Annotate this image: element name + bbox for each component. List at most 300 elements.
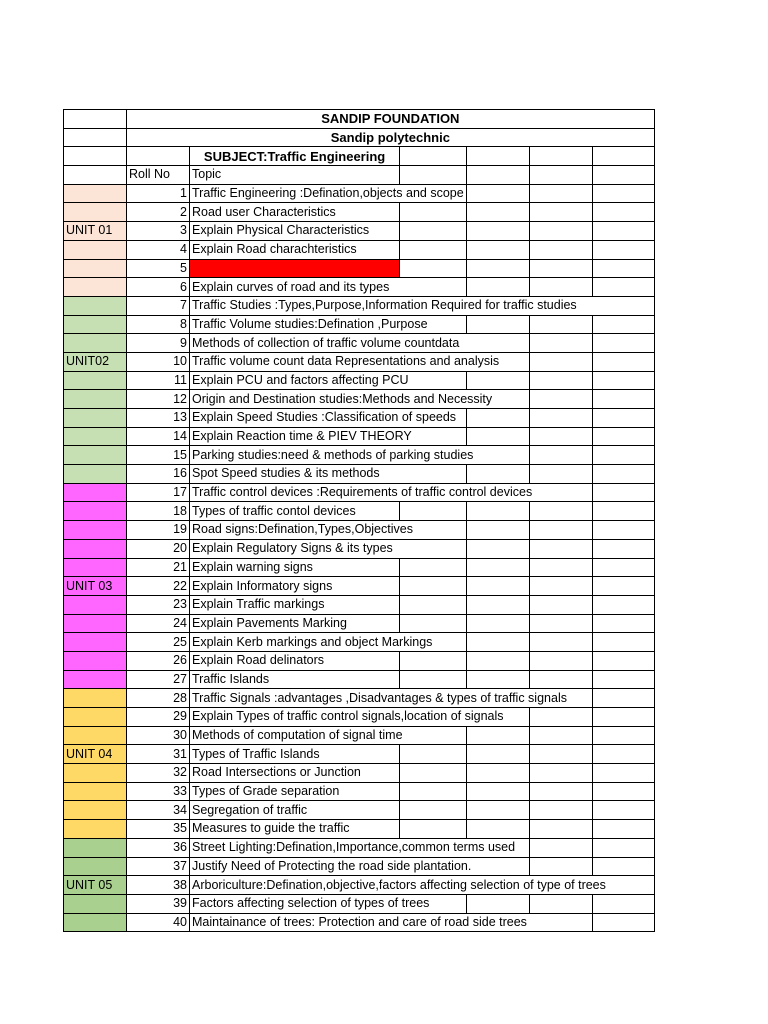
table-row [64,259,655,278]
blank-cell[interactable] [64,128,127,147]
topic-header[interactable]: Topic [190,166,400,185]
blank-cell[interactable] [400,595,467,614]
blank-cell[interactable] [529,259,592,278]
blank-cell[interactable] [466,184,529,203]
table-row [64,184,655,203]
topic-cell[interactable]: Traffic Studies :Types,Purpose,Information Required for traffic studies [190,296,655,315]
topic-cell[interactable]: Maintainance of trees: Protection and care of road side trees [190,913,593,932]
table-row [64,670,655,689]
blank-cell[interactable] [400,203,467,222]
blank-cell[interactable] [529,764,592,783]
roll-no-cell[interactable]: 26 [127,651,190,670]
blank-cell[interactable] [592,409,654,428]
blank-cell[interactable] [592,147,654,166]
blank-cell[interactable] [592,539,654,558]
topic-cell[interactable]: Origin and Destination studies:Methods and Necessity [190,390,530,409]
blank-cell[interactable] [529,222,592,241]
blank-cell[interactable] [466,203,529,222]
unit-cell[interactable]: UNIT 01 [64,222,127,241]
blank-cell[interactable] [64,110,127,129]
blank-cell[interactable] [466,427,529,446]
roll-no-cell[interactable]: 19 [127,521,190,540]
table-row [64,726,655,745]
blank-cell[interactable] [592,259,654,278]
blank-cell[interactable] [592,334,654,353]
table-row [64,708,655,727]
unit-cell[interactable] [64,315,127,334]
table-row [64,240,655,259]
roll-no-cell[interactable]: 29 [127,708,190,727]
roll-no-cell[interactable]: 35 [127,820,190,839]
blank-cell[interactable] [529,838,592,857]
blank-cell[interactable] [466,820,529,839]
table-row [64,820,655,839]
unit-cell[interactable] [64,726,127,745]
syllabus-table [63,109,655,932]
blank-cell[interactable] [466,633,529,652]
topic-cell[interactable]: Explain curves of road and its types [190,278,467,297]
blank-cell[interactable] [400,166,467,185]
blank-cell[interactable] [592,577,654,596]
table-row [64,446,655,465]
blank-cell[interactable] [592,913,654,932]
blank-cell[interactable] [529,409,592,428]
roll-no-cell[interactable]: 37 [127,857,190,876]
roll-no-cell[interactable]: 34 [127,801,190,820]
blank-cell[interactable] [592,670,654,689]
blank-cell[interactable] [466,894,529,913]
topic-cell[interactable]: Arboriculture:Defination,objective,factors affecting selection of type of trees [190,876,655,895]
unit-cell[interactable] [64,446,127,465]
topic-cell[interactable]: Types of traffic contol devices [190,502,400,521]
subject-title[interactable]: SUBJECT:Traffic Engineering [190,147,400,166]
topic-cell[interactable]: Traffic Volume studies:Defination ,Purpose [190,315,467,334]
table-row [64,390,655,409]
roll-no-cell[interactable]: 21 [127,558,190,577]
roll-no-cell[interactable]: 14 [127,427,190,446]
table-row [64,278,655,297]
unit-cell[interactable] [64,857,127,876]
table-row [64,651,655,670]
topic-cell[interactable] [190,259,400,278]
blank-cell[interactable] [529,595,592,614]
table-row [64,913,655,932]
table-row [64,689,655,708]
roll-no-cell[interactable]: 28 [127,689,190,708]
blank-cell[interactable] [529,371,592,390]
table-row [64,502,655,521]
blank-cell[interactable] [466,465,529,484]
blank-cell[interactable] [529,334,592,353]
roll-no-cell[interactable]: 11 [127,371,190,390]
unit-cell[interactable] [64,782,127,801]
blank-cell[interactable] [592,894,654,913]
unit-cell[interactable] [64,913,127,932]
blank-cell[interactable] [529,278,592,297]
table-row [64,203,655,222]
blank-cell[interactable] [529,558,592,577]
blank-cell[interactable] [529,708,592,727]
blank-cell[interactable] [592,315,654,334]
blank-cell[interactable] [529,801,592,820]
blank-cell[interactable] [466,240,529,259]
table-body [64,110,655,932]
table-row [64,315,655,334]
roll-no-cell[interactable]: 33 [127,782,190,801]
roll-no-cell[interactable]: 30 [127,726,190,745]
header-row-foundation [64,110,655,129]
unit-cell[interactable] [64,521,127,540]
table-row [64,352,655,371]
unit-cell[interactable] [64,502,127,521]
blank-cell[interactable] [592,502,654,521]
table-row [64,764,655,783]
topic-cell[interactable]: Explain warning signs [190,558,400,577]
blank-cell[interactable] [529,894,592,913]
unit-cell[interactable] [64,390,127,409]
table-row [64,409,655,428]
blank-cell[interactable] [592,764,654,783]
blank-cell[interactable] [466,521,529,540]
blank-cell[interactable] [592,222,654,241]
blank-cell[interactable] [529,203,592,222]
blank-cell[interactable] [466,166,529,185]
unit-cell[interactable] [64,614,127,633]
blank-cell[interactable] [592,801,654,820]
table-row [64,521,655,540]
blank-cell[interactable] [466,764,529,783]
blank-cell[interactable] [466,577,529,596]
blank-cell[interactable] [592,857,654,876]
roll-no-cell[interactable]: 16 [127,465,190,484]
table-row [64,782,655,801]
unit-cell[interactable] [64,483,127,502]
blank-cell[interactable] [400,651,467,670]
roll-no-cell[interactable]: 20 [127,539,190,558]
unit-cell[interactable] [64,595,127,614]
roll-no-cell[interactable]: 8 [127,315,190,334]
table-row [64,483,655,502]
blank-cell[interactable] [64,166,127,185]
topic-cell[interactable]: Street Lighting:Defination,Importance,common terms used [190,838,530,857]
blank-cell[interactable] [529,427,592,446]
blank-cell[interactable] [400,614,467,633]
topic-cell[interactable]: Types of Traffic Islands [190,745,400,764]
blank-cell[interactable] [529,670,592,689]
table-row [64,894,655,913]
blank-cell[interactable] [592,838,654,857]
unit-cell[interactable] [64,633,127,652]
blank-cell[interactable] [592,782,654,801]
topic-cell[interactable]: Explain Informatory signs [190,577,400,596]
blank-cell[interactable] [592,483,654,502]
unit-cell[interactable] [64,334,127,353]
roll-no-cell[interactable]: 4 [127,240,190,259]
topic-cell[interactable]: Explain Kerb markings and object Markings [190,633,467,652]
topic-cell[interactable]: Types of Grade separation [190,782,400,801]
table-row [64,614,655,633]
roll-no-cell[interactable]: 2 [127,203,190,222]
roll-no-cell[interactable]: 27 [127,670,190,689]
unit-cell[interactable]: UNIT02 [64,352,127,371]
topic-cell[interactable]: Traffic control devices :Requirements of traffic control devices [190,483,593,502]
blank-cell[interactable] [529,502,592,521]
blank-cell[interactable] [466,801,529,820]
header-row-college [64,128,655,147]
roll-no-cell[interactable]: 23 [127,595,190,614]
topic-cell[interactable]: Explain Pavements Marking [190,614,400,633]
topic-cell[interactable]: Parking studies:need & methods of parking studies [190,446,530,465]
blank-cell[interactable] [592,240,654,259]
blank-cell[interactable] [592,820,654,839]
unit-cell[interactable] [64,465,127,484]
roll-no-cell[interactable]: 39 [127,894,190,913]
unit-cell[interactable]: UNIT 03 [64,577,127,596]
blank-cell[interactable] [592,390,654,409]
blank-cell[interactable] [529,633,592,652]
topic-cell[interactable]: Traffic Engineering :Defination,objects and scope [190,184,467,203]
topic-cell[interactable]: Methods of collection of traffic volume countdata [190,334,530,353]
table-row [64,465,655,484]
blank-cell[interactable] [466,409,529,428]
blank-cell[interactable] [400,801,467,820]
blank-cell[interactable] [592,745,654,764]
table-row [64,558,655,577]
table-row [64,801,655,820]
blank-cell[interactable] [592,446,654,465]
blank-cell[interactable] [529,857,592,876]
blank-cell[interactable] [529,745,592,764]
roll-no-cell[interactable]: 22 [127,577,190,596]
roll-no-header[interactable]: Roll No [127,166,190,185]
unit-cell[interactable] [64,203,127,222]
blank-cell[interactable] [592,166,654,185]
blank-cell[interactable] [64,147,127,166]
blank-cell[interactable] [400,745,467,764]
blank-cell[interactable] [529,390,592,409]
roll-no-cell[interactable]: 5 [127,259,190,278]
topic-cell[interactable]: Explain PCU and factors affecting PCU [190,371,467,390]
topic-cell[interactable]: Explain Types of traffic control signals,location of signals [190,708,530,727]
blank-cell[interactable] [529,539,592,558]
blank-cell[interactable] [529,147,592,166]
topic-cell[interactable]: Road signs:Defination,Types,Objectives [190,521,467,540]
blank-cell[interactable] [529,726,592,745]
blank-cell[interactable] [529,820,592,839]
topic-cell[interactable]: Explain Road charachteristics [190,240,400,259]
unit-cell[interactable] [64,259,127,278]
roll-no-cell[interactable]: 17 [127,483,190,502]
unit-cell[interactable] [64,427,127,446]
topic-cell[interactable]: Explain Road delinators [190,651,400,670]
roll-no-cell[interactable]: 10 [127,352,190,371]
unit-cell[interactable] [64,558,127,577]
blank-cell[interactable] [466,502,529,521]
unit-cell[interactable] [64,670,127,689]
blank-cell[interactable] [400,259,467,278]
unit-cell[interactable]: UNIT 05 [64,876,127,895]
unit-cell[interactable] [64,708,127,727]
blank-cell[interactable] [529,446,592,465]
topic-cell[interactable]: Traffic Islands [190,670,400,689]
roll-no-cell[interactable]: 9 [127,334,190,353]
header-row-subject [64,147,655,166]
unit-cell[interactable] [64,296,127,315]
blank-cell[interactable] [466,315,529,334]
blank-cell[interactable] [466,726,529,745]
foundation-title[interactable]: SANDIP FOUNDATION [127,110,655,129]
topic-cell[interactable]: Segregation of traffic [190,801,400,820]
roll-no-cell[interactable]: 1 [127,184,190,203]
blank-cell[interactable] [400,222,467,241]
unit-cell[interactable] [64,240,127,259]
blank-cell[interactable] [400,782,467,801]
blank-cell[interactable] [592,521,654,540]
unit-cell[interactable] [64,820,127,839]
blank-cell[interactable] [466,782,529,801]
topic-cell[interactable]: Spot Speed studies & its methods [190,465,467,484]
blank-cell[interactable] [592,203,654,222]
roll-no-cell[interactable]: 3 [127,222,190,241]
table-row [64,427,655,446]
unit-cell[interactable] [64,838,127,857]
roll-no-cell[interactable]: 31 [127,745,190,764]
blank-cell[interactable] [400,577,467,596]
blank-cell[interactable] [466,259,529,278]
blank-cell[interactable] [592,708,654,727]
topic-cell[interactable]: Road user Characteristics [190,203,400,222]
unit-cell[interactable] [64,371,127,390]
blank-cell[interactable] [400,147,467,166]
blank-cell[interactable] [592,614,654,633]
blank-cell[interactable] [400,670,467,689]
blank-cell[interactable] [466,595,529,614]
roll-no-cell[interactable]: 24 [127,614,190,633]
blank-cell[interactable] [592,427,654,446]
topic-cell[interactable]: Measures to guide the traffic [190,820,400,839]
blank-cell[interactable] [466,147,529,166]
topic-cell[interactable]: Explain Regulatory Signs & its types [190,539,467,558]
topic-cell[interactable]: Traffic volume count data Representations and analysis [190,352,530,371]
unit-cell[interactable]: UNIT 04 [64,745,127,764]
table-row [64,857,655,876]
blank-cell[interactable] [529,315,592,334]
roll-no-cell[interactable]: 7 [127,296,190,315]
blank-cell[interactable] [592,465,654,484]
blank-cell[interactable] [592,184,654,203]
blank-cell[interactable] [466,371,529,390]
blank-cell[interactable] [592,558,654,577]
blank-cell[interactable] [400,502,467,521]
blank-cell[interactable] [466,222,529,241]
blank-cell[interactable] [529,352,592,371]
blank-cell[interactable] [529,184,592,203]
topic-cell[interactable]: Factors affecting selection of types of trees [190,894,467,913]
blank-cell[interactable] [529,782,592,801]
roll-no-cell[interactable]: 15 [127,446,190,465]
blank-cell[interactable] [466,670,529,689]
blank-cell[interactable] [466,539,529,558]
unit-cell[interactable] [64,184,127,203]
blank-cell[interactable] [400,558,467,577]
table-row [64,745,655,764]
blank-cell[interactable] [466,745,529,764]
table-row [64,371,655,390]
table-row [64,222,655,241]
table-row [64,296,655,315]
blank-cell[interactable] [466,558,529,577]
blank-cell[interactable] [466,278,529,297]
topic-cell[interactable]: Explain Traffic markings [190,595,400,614]
table-row [64,334,655,353]
roll-no-cell[interactable]: 40 [127,913,190,932]
roll-no-cell[interactable]: 12 [127,390,190,409]
roll-no-cell[interactable]: 6 [127,278,190,297]
unit-cell[interactable] [64,539,127,558]
roll-no-cell[interactable]: 38 [127,876,190,895]
blank-cell[interactable] [127,147,190,166]
blank-cell[interactable] [592,352,654,371]
blank-cell[interactable] [400,820,467,839]
roll-no-cell[interactable]: 32 [127,764,190,783]
blank-cell[interactable] [529,166,592,185]
blank-cell[interactable] [529,240,592,259]
blank-cell[interactable] [592,595,654,614]
unit-cell[interactable] [64,651,127,670]
table-row [64,876,655,895]
topic-cell[interactable]: Traffic Signals :advantages ,Disadvantages & types of traffic signals [190,689,593,708]
unit-cell[interactable] [64,689,127,708]
table-row [64,539,655,558]
blank-cell[interactable] [592,278,654,297]
table-row [64,577,655,596]
blank-cell[interactable] [400,764,467,783]
roll-no-cell[interactable]: 13 [127,409,190,428]
topic-cell[interactable]: Explain Physical Characteristics [190,222,400,241]
topic-cell[interactable]: Methods of computation of signal time [190,726,467,745]
blank-cell[interactable] [592,689,654,708]
column-header-row [64,166,655,185]
topic-cell[interactable]: Explain Speed Studies :Classification of speeds [190,409,467,428]
blank-cell[interactable] [529,614,592,633]
topic-cell[interactable]: Road Intersections or Junction [190,764,400,783]
blank-cell[interactable] [466,614,529,633]
unit-cell[interactable] [64,278,127,297]
blank-cell[interactable] [592,726,654,745]
blank-cell[interactable] [529,521,592,540]
unit-cell[interactable] [64,894,127,913]
blank-cell[interactable] [400,240,467,259]
topic-cell[interactable]: Justify Need of Protecting the road side plantation. [190,857,530,876]
blank-cell[interactable] [592,371,654,390]
topic-cell[interactable]: Explain Reaction time & PIEV THEORY [190,427,467,446]
table-row [64,595,655,614]
blank-cell[interactable] [529,651,592,670]
unit-cell[interactable] [64,764,127,783]
blank-cell[interactable] [466,651,529,670]
blank-cell[interactable] [529,465,592,484]
roll-no-cell[interactable]: 18 [127,502,190,521]
college-title[interactable]: Sandip polytechnic [127,128,655,147]
blank-cell[interactable] [592,651,654,670]
unit-cell[interactable] [64,409,127,428]
blank-cell[interactable] [592,633,654,652]
blank-cell[interactable] [529,577,592,596]
unit-cell[interactable] [64,801,127,820]
roll-no-cell[interactable]: 25 [127,633,190,652]
table-row [64,838,655,857]
roll-no-cell[interactable]: 36 [127,838,190,857]
